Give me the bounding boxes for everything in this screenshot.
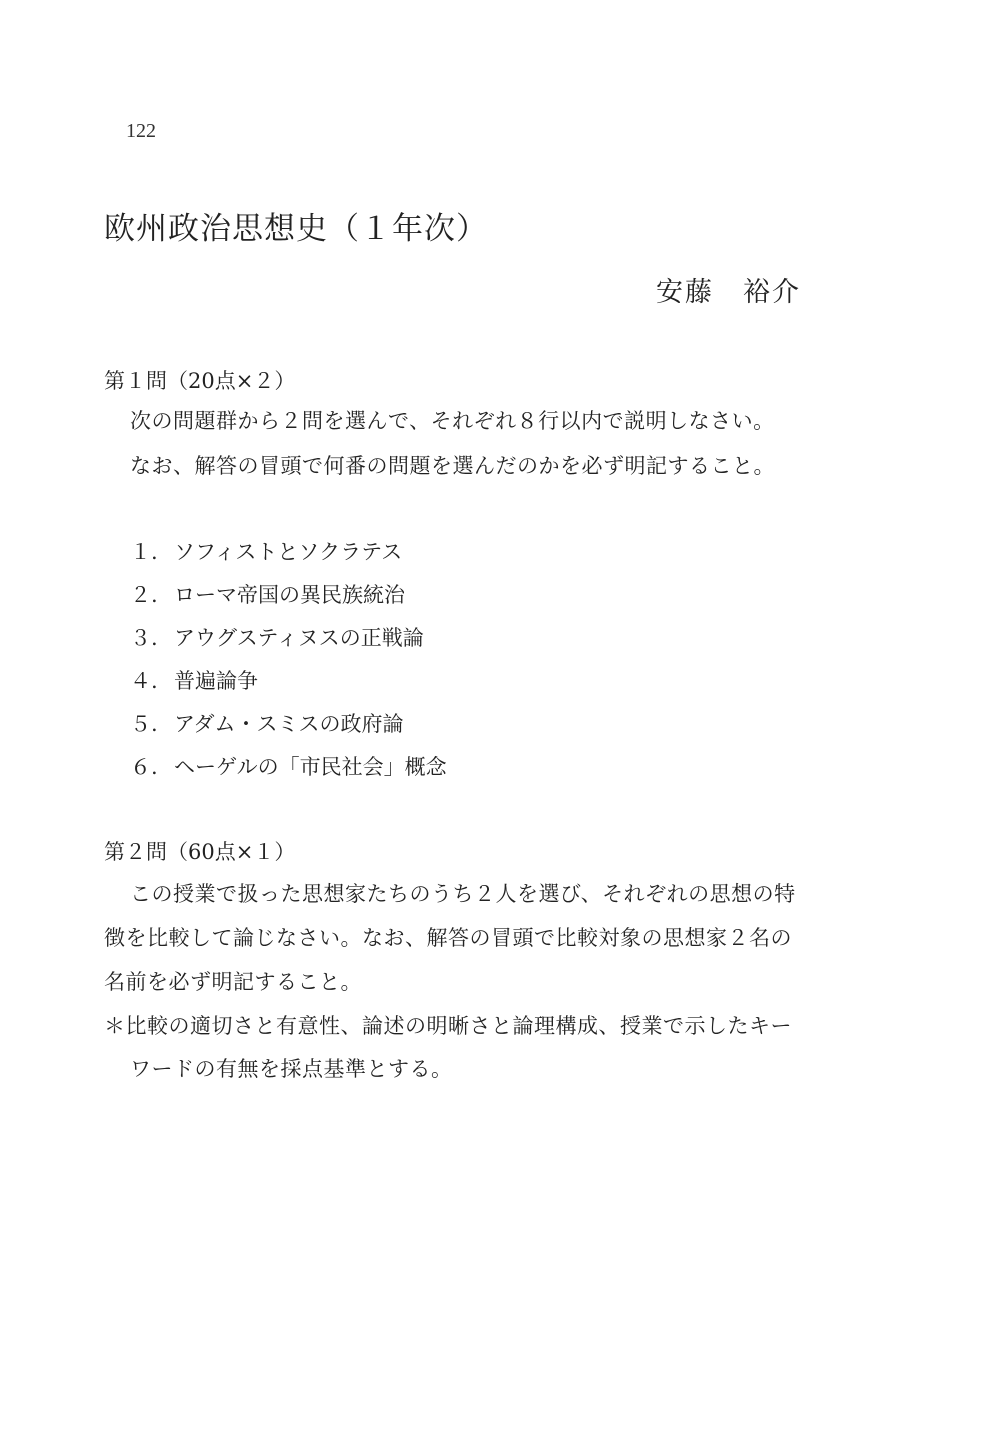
page-number: 122	[126, 120, 156, 142]
list-item	[130, 665, 258, 695]
list-item-text: ソフィストとソクラテス	[174, 540, 403, 564]
grading-note-line: ＊比較の適切さと有意性、論述の明晰さと論理構成、授業で示したキー	[104, 1014, 792, 1038]
author-name: 安藤 裕介	[656, 277, 801, 308]
list-item-number: １.	[130, 540, 158, 564]
list-item	[130, 751, 447, 781]
list-item-number: ６.	[130, 755, 158, 779]
question-2-line: 名前を必ず明記すること。	[104, 970, 362, 994]
page-title: 欧州政治思想史（１年次）	[104, 211, 488, 247]
list-item-text: アダム・スミスの政府論	[174, 712, 404, 736]
list-item-text: ローマ帝国の異民族統治	[174, 583, 405, 607]
list-item-number: ３.	[130, 626, 158, 650]
question-1-heading: 第１問（20点×２）	[104, 369, 296, 393]
question-2-heading: 第２問（60点×１）	[104, 840, 296, 864]
list-item	[130, 579, 405, 609]
grading-note-line: ワードの有無を採点基準とする。	[130, 1057, 453, 1081]
list-item	[130, 536, 402, 566]
list-item	[130, 622, 424, 652]
list-item-number: ４.	[130, 669, 158, 693]
list-item-text: 普遍論争	[174, 669, 258, 693]
list-item-number: ５.	[130, 712, 158, 736]
list-item-text: アウグスティヌスの正戦論	[174, 626, 424, 650]
list-item	[130, 708, 404, 738]
question-2-line: 徴を比較して論じなさい。なお、解答の冒頭で比較対象の思想家２名の	[104, 926, 792, 950]
question-1-line: なお、解答の冒頭で何番の問題を選んだのかを必ず明記すること。	[130, 454, 775, 478]
question-1-line: 次の問題群から２問を選んで、それぞれ８行以内で説明しなさい。	[130, 409, 775, 433]
question-2-line: この授業で扱った思想家たちのうち２人を選び、それぞれの思想の特	[130, 882, 796, 906]
list-item-text: ヘーゲルの「市民社会」概念	[174, 755, 447, 779]
list-item-number: ２.	[130, 583, 158, 607]
